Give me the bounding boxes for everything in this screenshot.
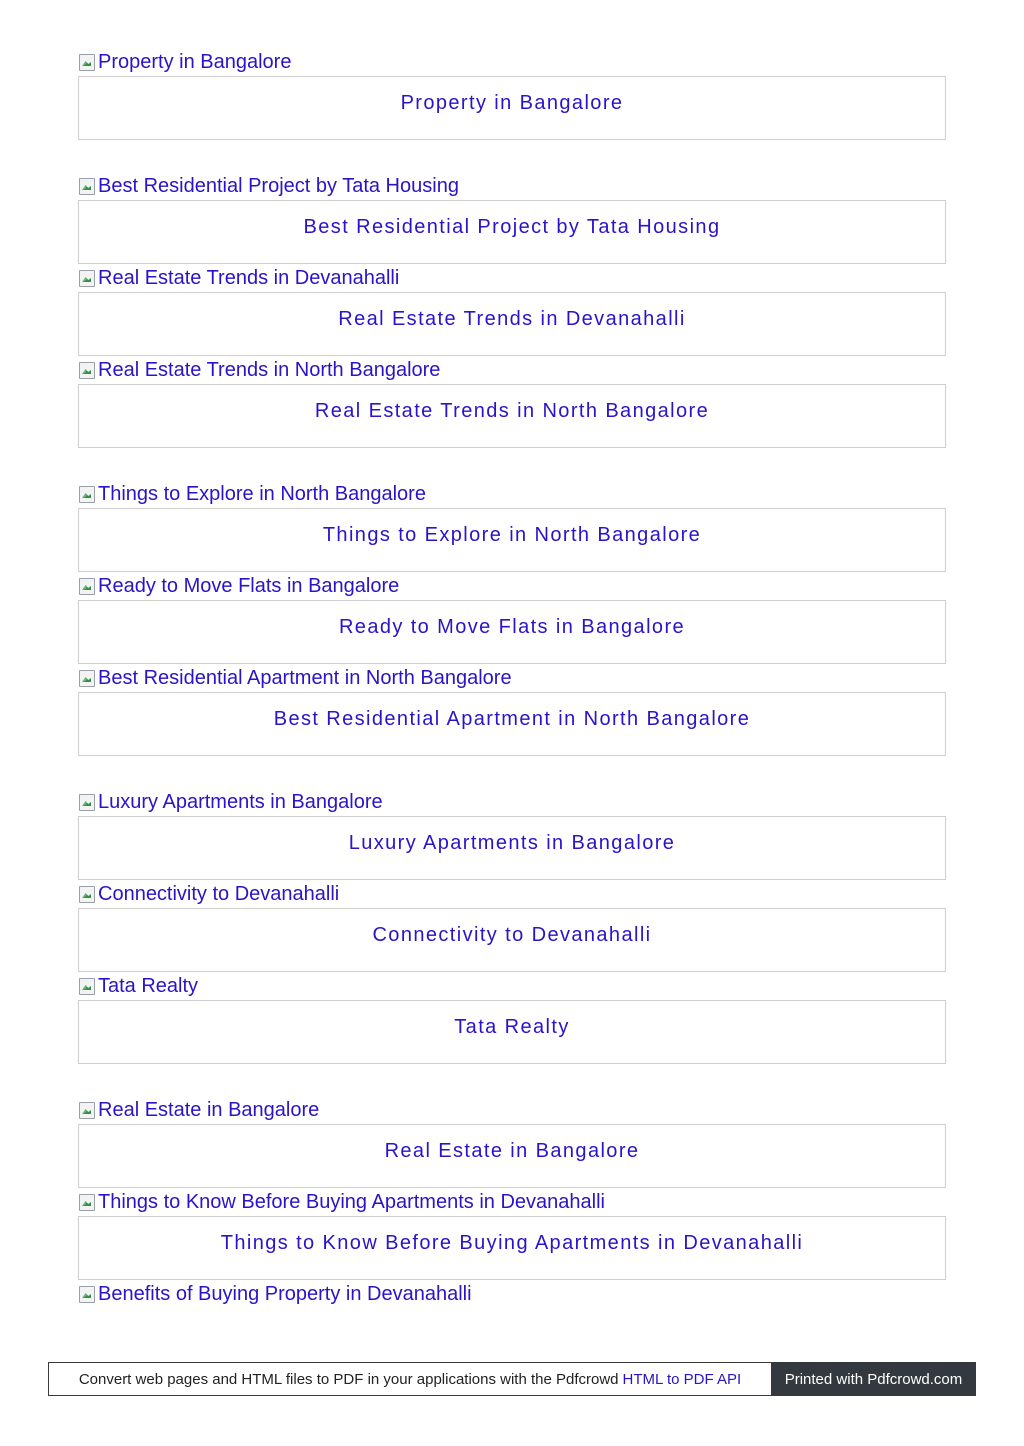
image-alt-text: Real Estate in Bangalore [98, 1099, 320, 1121]
broken-image-icon [78, 485, 96, 503]
image-alt-text: Best Residential Apartment in North Bangalore [98, 667, 512, 689]
link-card [78, 692, 946, 756]
html-to-pdf-api-link[interactable]: HTML to PDF API [622, 1370, 742, 1388]
link-card [78, 600, 946, 664]
link-card [78, 1216, 946, 1280]
broken-image-icon [78, 793, 96, 811]
broken-image-icon [78, 269, 96, 287]
broken-image-icon [78, 1285, 96, 1303]
card-link[interactable]: Best Residential Apartment in North Bangalore [273, 708, 751, 730]
image-link[interactable] [78, 664, 946, 692]
image-alt-text: Tata Realty [98, 975, 199, 997]
image-link[interactable] [78, 48, 946, 76]
image-link[interactable] [78, 1096, 946, 1124]
footer-notice [48, 1362, 771, 1396]
link-card [78, 384, 946, 448]
image-alt-text: Ready to Move Flats in Bangalore [98, 575, 400, 597]
image-alt-text: Connectivity to Devanahalli [98, 883, 340, 905]
link-card [78, 908, 946, 972]
list-item [78, 356, 946, 448]
broken-image-icon [78, 977, 96, 995]
list-item [78, 172, 946, 264]
image-alt-text: Property in Bangalore [98, 51, 292, 73]
broken-image-icon [78, 177, 96, 195]
list-item [78, 664, 946, 756]
image-link[interactable] [78, 264, 946, 292]
pdfcrowd-footer [48, 1362, 976, 1396]
link-card [78, 1124, 946, 1188]
card-link[interactable]: Ready to Move Flats in Bangalore [338, 616, 686, 638]
list-item [78, 1280, 946, 1308]
image-link[interactable] [78, 480, 946, 508]
image-alt-text: Things to Know Before Buying Apartments in Devanahalli [98, 1191, 605, 1213]
image-link[interactable] [78, 1188, 946, 1216]
image-alt-text: Best Residential Project by Tata Housing [98, 175, 459, 197]
link-card [78, 76, 946, 140]
card-link[interactable]: Real Estate Trends in North Bangalore [314, 400, 710, 422]
list-item [78, 264, 946, 356]
list-item [78, 880, 946, 972]
list-item [78, 972, 946, 1064]
image-link[interactable] [78, 972, 946, 1000]
image-alt-text: Benefits of Buying Property in Devanahalli [98, 1283, 472, 1305]
card-link[interactable]: Things to Know Before Buying Apartments in Devanahalli [220, 1232, 804, 1254]
broken-image-icon [78, 1101, 96, 1119]
list-item [78, 1188, 946, 1280]
broken-image-icon [78, 669, 96, 687]
list-item [78, 572, 946, 664]
link-card [78, 200, 946, 264]
card-link[interactable]: Luxury Apartments in Bangalore [348, 832, 676, 854]
link-card [78, 292, 946, 356]
broken-image-icon [78, 1193, 96, 1211]
card-link[interactable]: Tata Realty [454, 1016, 570, 1038]
card-link[interactable]: Things to Explore in North Bangalore [322, 524, 702, 546]
image-alt-text: Things to Explore in North Bangalore [98, 483, 426, 505]
link-card [78, 1000, 946, 1064]
list-item [78, 1096, 946, 1188]
link-card [78, 508, 946, 572]
broken-image-icon [78, 53, 96, 71]
image-link[interactable] [78, 788, 946, 816]
card-link[interactable]: Best Residential Project by Tata Housing [303, 216, 721, 238]
broken-image-icon [78, 885, 96, 903]
card-link[interactable]: Connectivity to Devanahalli [372, 924, 652, 946]
list-item [78, 788, 946, 880]
footer-text: Convert web pages and HTML files to PDF in your applications with the Pdfcrowd [78, 1370, 619, 1388]
list-item [78, 48, 946, 140]
image-link[interactable] [78, 880, 946, 908]
printed-with-badge[interactable] [771, 1362, 976, 1396]
image-link[interactable] [78, 172, 946, 200]
image-link[interactable] [78, 572, 946, 600]
image-link[interactable] [78, 356, 946, 384]
image-alt-text: Real Estate Trends in Devanahalli [98, 267, 400, 289]
image-alt-text: Real Estate Trends in North Bangalore [98, 359, 441, 381]
broken-image-icon [78, 361, 96, 379]
broken-image-icon [78, 577, 96, 595]
card-link[interactable]: Real Estate in Bangalore [384, 1140, 640, 1162]
card-link[interactable]: Property in Bangalore [400, 92, 624, 114]
list-item [78, 480, 946, 572]
link-card [78, 816, 946, 880]
image-link[interactable] [78, 1280, 946, 1308]
card-link[interactable]: Real Estate Trends in Devanahalli [338, 308, 686, 330]
printed-with-text: Printed with Pdfcrowd.com [784, 1370, 963, 1388]
link-list [78, 48, 946, 1308]
image-alt-text: Luxury Apartments in Bangalore [98, 791, 383, 813]
